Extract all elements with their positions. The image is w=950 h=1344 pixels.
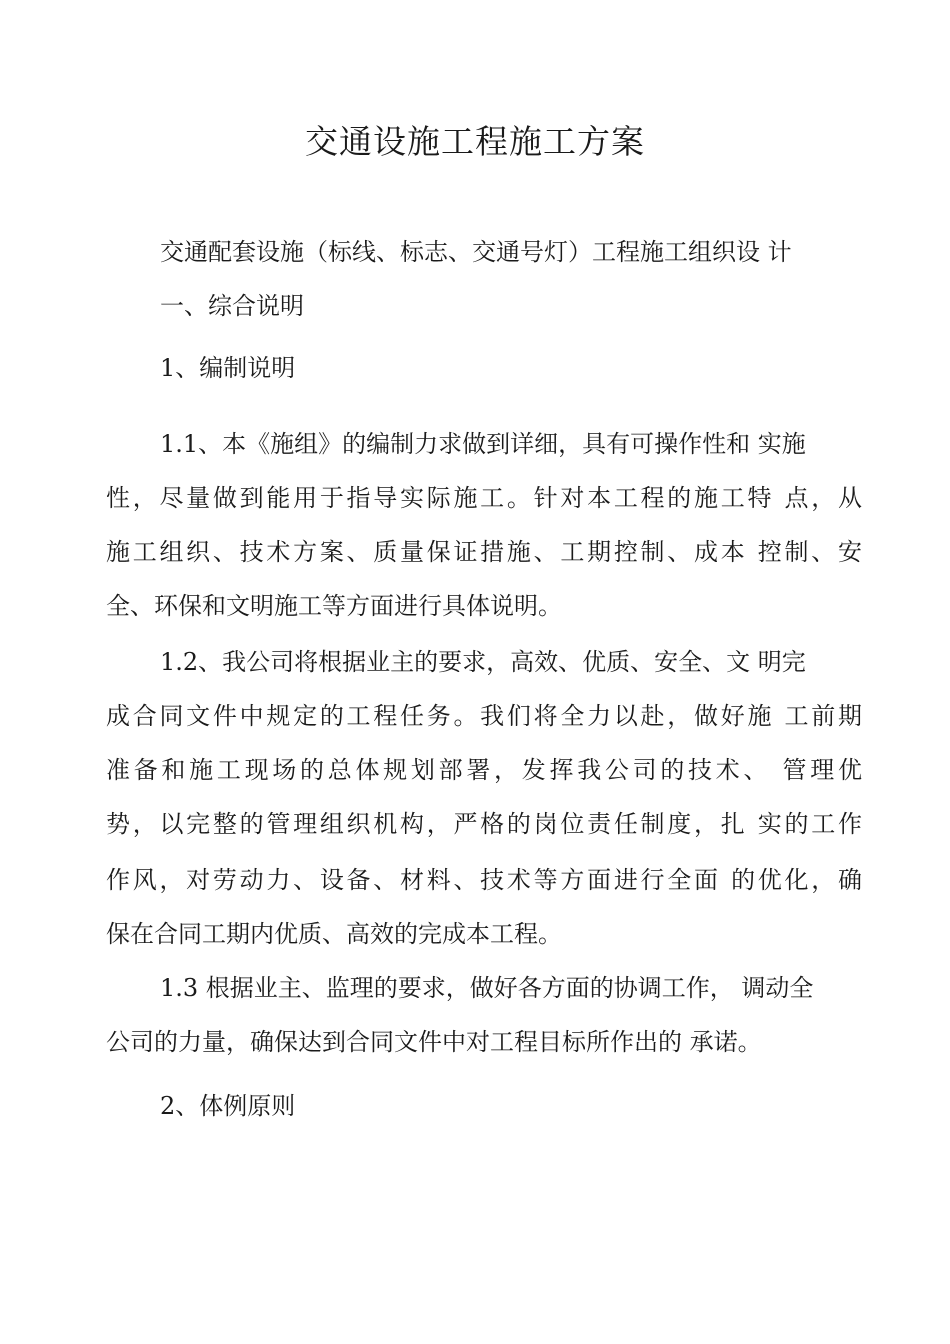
para-1-2-line-6: 保在合同工期内优质、高效的完成本工程。 xyxy=(106,920,562,948)
para-1-1-line-3: 施工组织、技术方案、质量保证措施、工期控制、成本 控制、安 xyxy=(106,538,862,566)
para-1-2-line-3: 准备和施工现场的总体规划部署，发挥我公司的技术、 管理优 xyxy=(106,756,862,784)
heading-compilation-notes: 1、编制说明 xyxy=(160,354,296,382)
para-1-3-line-2: 公司的力量，确保达到合同文件中对工程目标所作出的 承诺。 xyxy=(106,1028,762,1056)
para-1-3-line-1: 1.3 根据业主、监理的要求，做好各方面的协调工作， 调动全 xyxy=(160,974,814,1002)
document-title: 交通设施工程施工方案 xyxy=(305,122,645,161)
para-1-2-line-2: 成合同文件中规定的工程任务。我们将全力以赴，做好施 工前期 xyxy=(106,702,862,730)
para-1-1-line-4: 全、环保和文明施工等方面进行具体说明。 xyxy=(106,592,562,620)
document-subtitle: 交通配套设施（标线、标志、交通号灯）工程施工组织设 计 xyxy=(160,238,792,266)
para-1-1-line-1: 1.1、本《施组》的编制力求做到详细，具有可操作性和 实施 xyxy=(160,430,806,458)
para-1-2-line-1: 1.2、我公司将根据业主的要求，高效、优质、安全、文 明完 xyxy=(160,648,806,676)
para-1-2-line-4: 势，以完整的管理组织机构，严格的岗位责任制度，扎 实的工作 xyxy=(106,810,862,838)
section-heading-general: 一、综合说明 xyxy=(160,292,304,320)
heading-style-principles: 2、体例原则 xyxy=(160,1092,296,1120)
para-1-1-line-2: 性，尽量做到能用于指导实际施工。针对本工程的施工特 点，从 xyxy=(106,484,862,512)
para-1-2-line-5: 作风，对劳动力、设备、材料、技术等方面进行全面 的优化，确 xyxy=(106,866,862,894)
